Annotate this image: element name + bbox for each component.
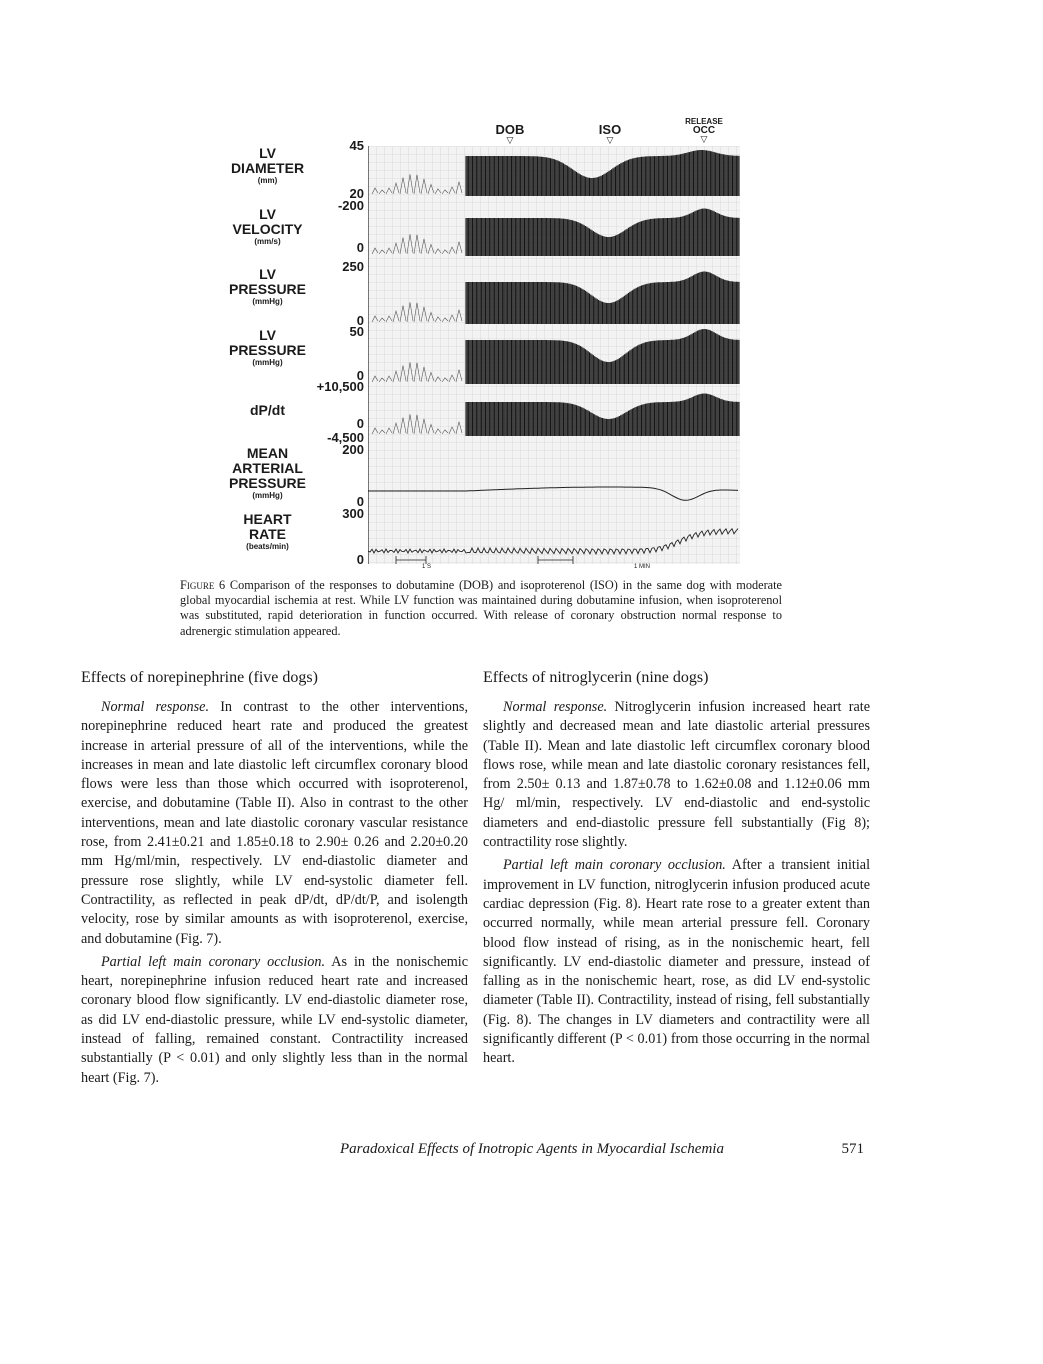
tick-label: 20 [349, 186, 364, 201]
paragraph [483, 698, 870, 852]
paragraph-text: In contrast to the other interventions, norepinephrine reduced heart rate and produced the greatest increase in arterial pressure of all of the interventions, while the increases in mean and late diastolic left circumflex coronary blood flows were less than those which occurred with isoproterenol, exercise, and dobutamine (Table II). Also in contrast to the other interventions, mean and late diastolic coronary vascular resistance rose, from 2.41±0.21 and 1.85±0.18 to 2.90± 0.26 and 2.20±0.20 mm Hg/ml/min, respectively. LV end-diastolic diameter and pressure rose slightly, while LV end-systolic diameter fell. Contractility, as reflected in peak dP/dt, dP/dt/P, and isolength velocity, rose by similar amounts as with isoproterenol, exercise, and dobutamine (Fig. 7). [81, 699, 469, 947]
tick-label: -4,500 [327, 430, 364, 445]
section-heading-norepinephrine: Effects of norepinephrine (five dogs) [81, 669, 318, 686]
run-in-heading: Normal response. [101, 699, 210, 715]
run-in-heading: Normal response. [503, 699, 608, 715]
channel-label-lv-pressure-2: LV PRESSURE (mmHg) [228, 327, 307, 367]
tick-label: 250 [342, 259, 364, 274]
scale-1s-label: 1 S [422, 564, 432, 570]
marker-release-occ: RELEASE OCC ▽ [685, 117, 723, 144]
tick-label: 0 [356, 368, 364, 383]
figure-number: Figure 6 [180, 578, 226, 592]
tick-label: -200 [337, 198, 364, 213]
paragraph [483, 856, 870, 1068]
right-column [483, 668, 870, 1069]
tick-label: +10,500 [316, 379, 364, 394]
section-heading-nitroglycerin: Effects of nitroglycerin (nine dogs) [483, 669, 709, 686]
paragraph [81, 953, 468, 1088]
run-in-heading: Partial left main coronary occlusion. [101, 953, 326, 970]
tick-label: 0 [356, 552, 364, 567]
tick-label: 0 [356, 416, 364, 431]
paragraph [81, 698, 468, 949]
tick-label: 200 [342, 442, 364, 457]
tick-label: 45 [349, 138, 364, 153]
channel-label-mean-arterial-pressure: MEAN ARTERIAL PRESSURE (mmHg) [228, 445, 307, 500]
tick-label: 300 [342, 506, 364, 521]
figure-6 [200, 112, 760, 574]
page-number: 571 [841, 1141, 864, 1157]
tick-label: 0 [356, 240, 364, 255]
run-in-heading: Partial left main coronary occlusion. [503, 857, 726, 874]
paragraph-text: Nitroglycerin infusion increased heart rate slightly and decreased mean and late diastolic arterial pressures (Table II). Mean and late diastolic left circumflex coronary blood flows rose, while mean and late diastolic coronary resistances fell, from 2.50± 0.13 and 1.87±0.78 to 1.62±0.08 and 1.12±0.06 mm Hg/ ml/min, respectively. LV end-diastolic and end-systolic diameters and end-diastolic pressure fell substantially (Fig 8); contractility rose slightly. [483, 699, 870, 851]
marker-dob: DOB ▽ [495, 122, 525, 145]
channel-label-lv-velocity: LV VELOCITY (mm/s) [232, 206, 303, 246]
channel-label-lv-pressure-1: LV PRESSURE (mmHg) [228, 266, 307, 306]
strip-chart-recording [368, 146, 740, 564]
scale-1min-label: 1 MIN [634, 564, 651, 570]
left-column [81, 668, 468, 1088]
paragraph-text: After a transient initial improvement in LV function, nitroglycerin infusion produced acute cardiac depression (Fig. 8). Heart rate rose to a greater extent than occurred normally, while mean arterial pressure fell. Coronary blood flow instead of rising, as in the nonischemic heart, fell significantly. LV end-diastolic diameter and pressure, instead of falling as in the nonischemic heart, rose, as did LV end-systolic diameter (Table II). Contractility, instead of rising, fell substantially (Fig. 8). The changes in LV diameters and contractility were all significantly different (P < 0.01) from those occurring in the normal heart. [483, 857, 871, 1067]
channel-label-heart-rate: HEART RATE (beats/min) [243, 511, 292, 551]
channel-label-lv-diameter: LV DIAMETER (mm) [230, 145, 305, 185]
paragraph-text: As in the nonischemic heart, norepinephrine infusion reduced heart rate and increased coronary blood flow significantly. LV end-diastolic diameter rose, as did LV end-diastolic pressure, while LV end-systolic diameter, instead of falling, remained constant. Contractility increased substantially (P < 0.01) and only slightly less than in the normal heart (Fig. 7). [81, 953, 469, 1086]
running-title: Paradoxical Effects of Inotropic Agents in Myocardial Ischemia [340, 1141, 724, 1157]
caption-text: Comparison of the responses to dobutamine (DOB) and isoproterenol (ISO) in the same dog with moderate global myocardial ischemia at rest. While LV function was maintained during dobutamine infusion, when isoproterenol was substituted, rapid deterioration in function occurred. With release of coronary obstruction normal response to adrenergic stimulation appeared. [180, 578, 783, 638]
tick-label: 50 [349, 324, 364, 339]
marker-iso: ISO ▽ [598, 122, 622, 145]
tick-label: 0 [356, 494, 364, 509]
channel-label-dpdt: dP/dt [250, 402, 285, 418]
figure-caption [180, 578, 782, 639]
running-footer [340, 1141, 864, 1158]
tick-label: 0 [356, 313, 364, 328]
